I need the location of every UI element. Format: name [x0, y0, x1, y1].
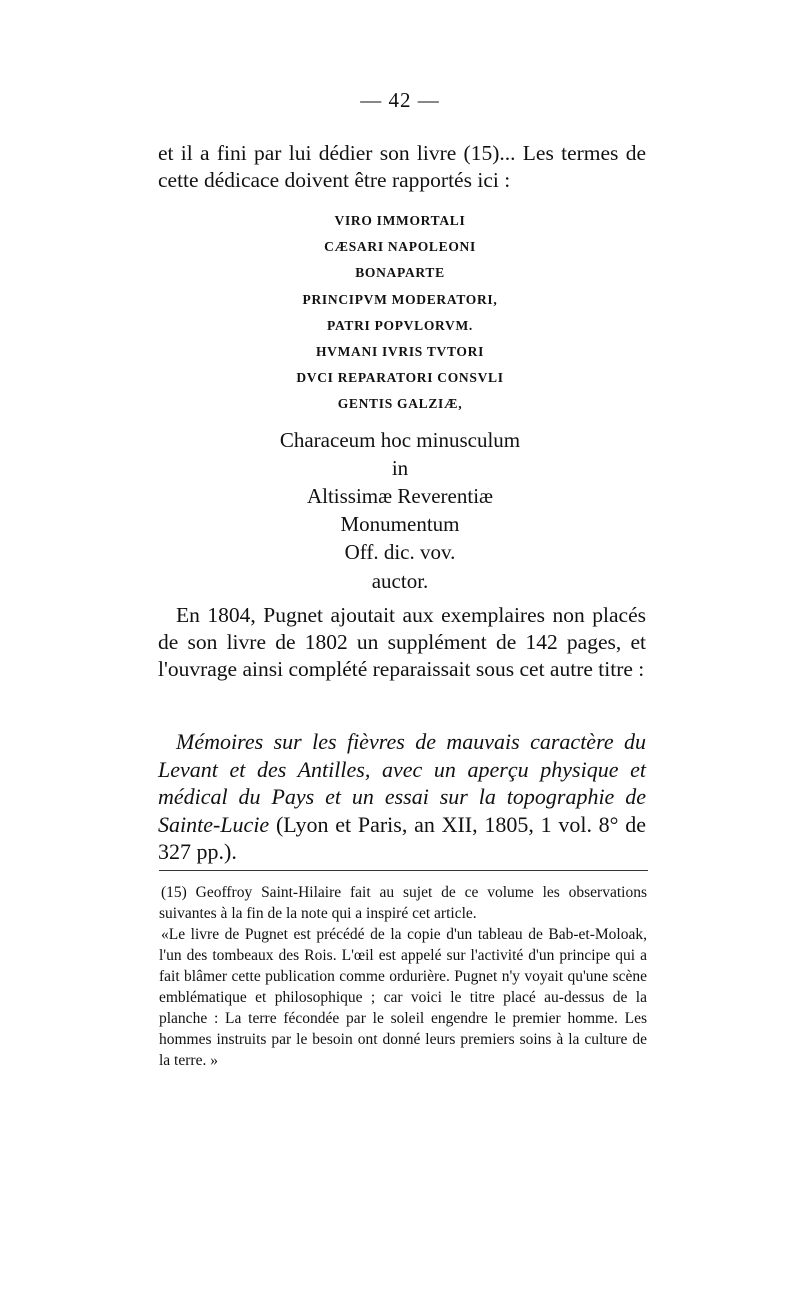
- dedication-block: [0, 208, 800, 595]
- book-title: Mémoires sur les fièvres de mauvais caractère du Levant et des Antilles, avec un aperçu physique et médical du Pays et un essai sur la topographie de Sainte-Lucie: [158, 729, 646, 837]
- dedication-caps-line: GENTIS GALZIÆ,: [337, 396, 463, 412]
- footnote-15: (15) Geoffroy Saint-Hilaire fait au sujet de ce volume les observations suivantes à la fin de la note qui a inspiré cet article.: [159, 884, 647, 922]
- dedication-line: Off. dic. vov.: [344, 540, 456, 565]
- footnotes: [159, 882, 647, 1071]
- dedication-line: Characeum hoc minusculum: [279, 427, 521, 452]
- dedication-caps-line: PATRI POPVLORVM.: [327, 317, 473, 333]
- dedication-line: in: [391, 455, 409, 480]
- paragraph-title-citation: [158, 728, 646, 866]
- dedication-caps-line: DVCI REPARATORI CONSVLI: [296, 370, 504, 386]
- page-number: — 42 —: [360, 88, 440, 112]
- dedication-caps-line: HVMANI IVRIS TVTORI: [315, 344, 485, 360]
- dedication-caps-line: BONAPARTE: [355, 265, 445, 281]
- dedication-line: Monumentum: [340, 512, 460, 537]
- dedication-caps-line: VIRO IMMORTALI: [334, 213, 466, 228]
- dedication-line: auctor.: [371, 568, 429, 593]
- paragraph-supplement: En 1804, Pugnet ajoutait aux exemplaires non placés de son livre de 1802 un supplément de 142 pages, et l'ouvrage ainsi complété reparaissait sous cet autre titre :: [158, 603, 646, 681]
- footnote-divider: [159, 870, 648, 871]
- dedication-line: Altissimæ Reverentiæ: [306, 484, 494, 509]
- dedication-caps-line: CÆSARI NAPOLEONI: [324, 239, 476, 255]
- publication-details: (Lyon et Paris, an XII, 1805, 1 vol. 8° de 327 pp.).: [158, 811, 646, 864]
- paragraph-intro: et il a fini par lui dédier son livre (15)... Les termes de cette dédicace doivent être rapportés ici :: [158, 141, 646, 192]
- dedication-caps-line: PRINCIPVM MODERATORI,: [302, 291, 498, 307]
- footnote-quote: «Le livre de Pugnet est précédé de la copie d'un tableau de Bab-et-Moloak, l'un des tombeaux des Rois. L'œil est appelé sur l'activité d'un principe qui a fait blâmer cette publication comme ordurière. Pugnet n'y voyait qu'une scène emblématique et philosophique ; car voici le titre placé au-dessus de la planche : La terre fécondée par le soleil engendre le premier homme. Les hommes instruits par le besoin ont donné leurs premiers soins à la culture de la terre. »: [159, 926, 647, 1069]
